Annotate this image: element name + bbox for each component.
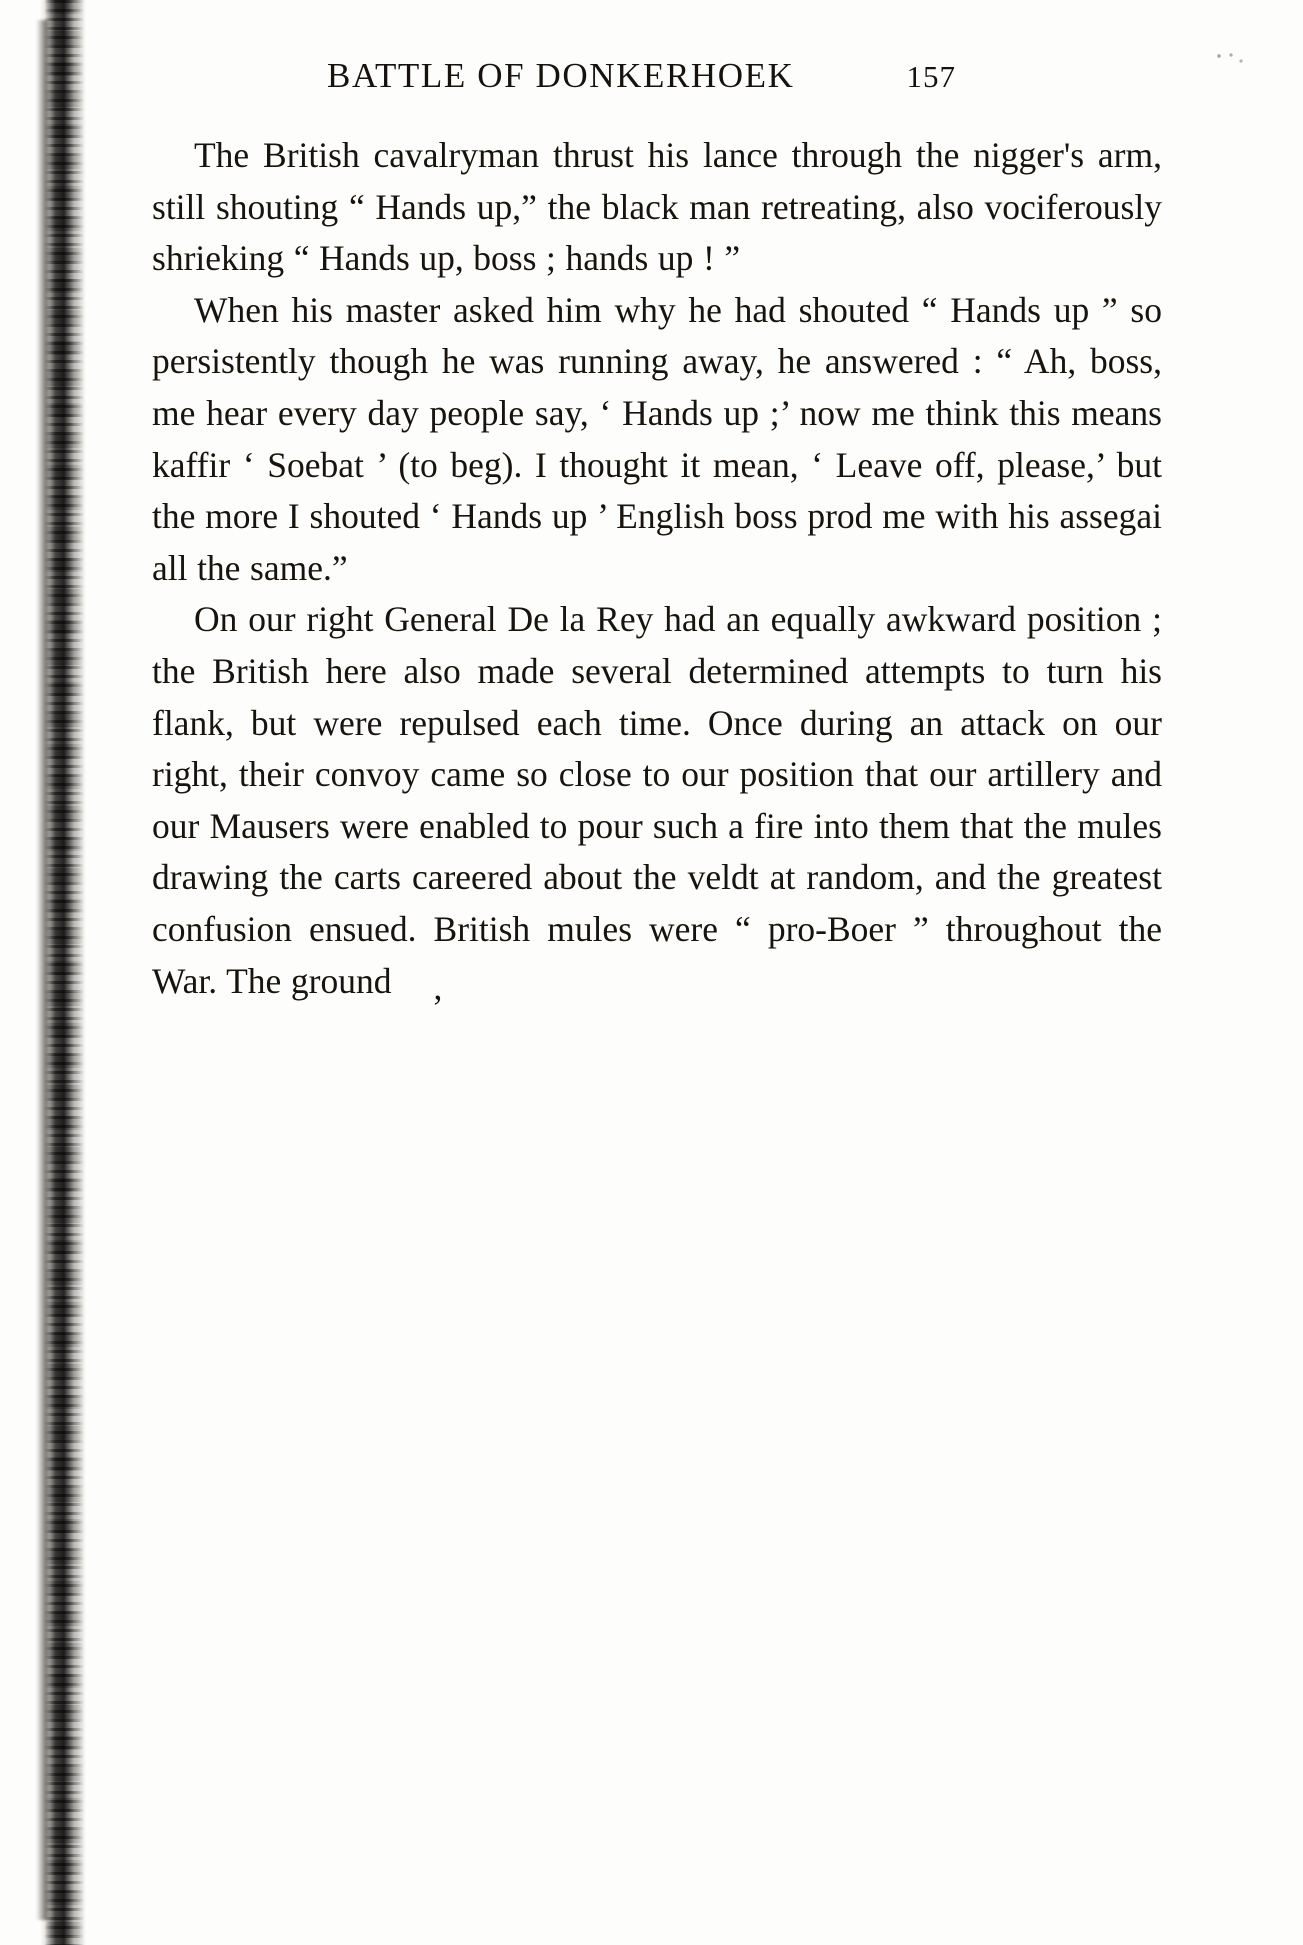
running-head <box>152 56 1162 104</box>
page-text-block <box>152 56 1162 1007</box>
page-edge-shadow <box>36 20 50 1920</box>
page-number: 157 <box>906 59 957 94</box>
paragraph-3 <box>152 594 1162 1007</box>
paragraph-1: The British cavalryman thrust his lance through the nigger's arm, still shouting “ Hands up,” the black man retreating, also vociferously shrieking “ Hands up, boss ; hands up ! ” <box>152 135 1162 279</box>
running-head-title: BATTLE OF DONKERHOEK <box>327 56 795 95</box>
paragraph-2: When his master asked him why he had shouted “ Hands up ” so persistently though he was running away, he answered : “ Ah, boss, me hear every day people say, ‘ Hands up ;’ now me think this means kaffir ‘ Soebat ’ (to beg). I thought it mean, ‘ Leave off, please,’ but the more I shouted ‘ Hands up ’ English boss prod me with his assegai all the same.” <box>152 289 1162 588</box>
scan-artifact-speck <box>1215 52 1245 66</box>
trailing-comma: , <box>433 966 443 1007</box>
paragraph-3-text: On our right General De la Rey had an equally awkward position ; the British here also made several determined attempts to turn his flank, but were repulsed each time. Once during an attack on our right, their convoy came so close to our position that our artillery and our Mausers were enabled to pour such a fire into them that the mules drawing the carts careered about the veldt at random, and the greatest confusion ensued. British mules were “ pro-Boer ” throughout the War. The ground <box>152 599 1162 1001</box>
page-gutter-speckle <box>44 0 84 1945</box>
